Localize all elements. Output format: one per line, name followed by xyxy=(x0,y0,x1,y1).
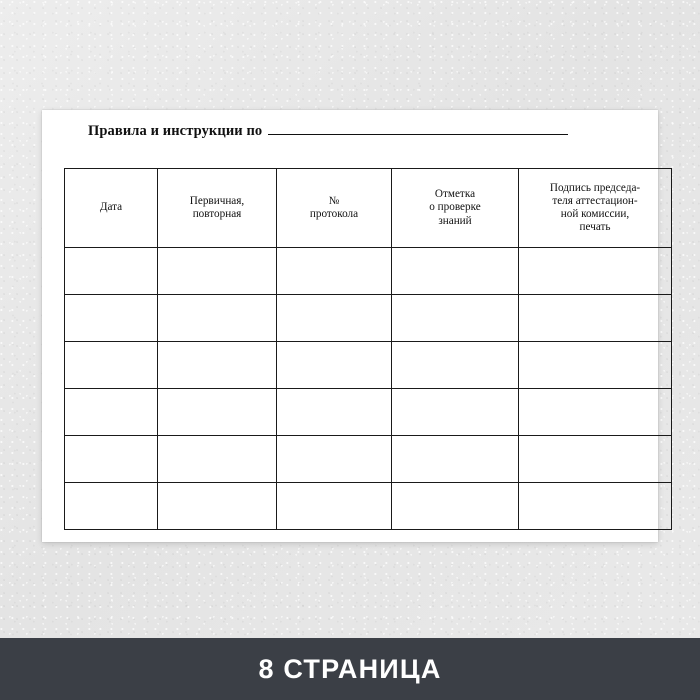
cell-type[interactable] xyxy=(158,342,277,389)
cell-chairman-signature[interactable] xyxy=(519,483,672,530)
column-header-protocol-number: № протокола xyxy=(277,169,392,248)
cell-protocol-number[interactable] xyxy=(277,483,392,530)
table-header-row xyxy=(65,169,672,248)
cell-type[interactable] xyxy=(158,248,277,295)
table-head xyxy=(65,169,672,248)
table-body xyxy=(65,248,672,530)
header-blank-line xyxy=(268,123,568,135)
cell-date[interactable] xyxy=(65,342,158,389)
cell-protocol-number[interactable] xyxy=(277,389,392,436)
table-row xyxy=(65,483,672,530)
cell-date[interactable] xyxy=(65,295,158,342)
table-row xyxy=(65,436,672,483)
page-caption: 8 СТРАНИЦА xyxy=(258,653,442,684)
cell-type[interactable] xyxy=(158,483,277,530)
cell-chairman-signature[interactable] xyxy=(519,342,672,389)
table-row xyxy=(65,295,672,342)
cell-knowledge-check-mark[interactable] xyxy=(392,295,519,342)
cell-chairman-signature[interactable] xyxy=(519,295,672,342)
cell-knowledge-check-mark[interactable] xyxy=(392,483,519,530)
column-header-type: Первичная, повторная xyxy=(158,169,277,248)
cell-date[interactable] xyxy=(65,248,158,295)
cell-type[interactable] xyxy=(158,389,277,436)
table-row xyxy=(65,342,672,389)
table-row xyxy=(65,389,672,436)
table-row xyxy=(65,248,672,295)
cell-date[interactable] xyxy=(65,483,158,530)
cell-chairman-signature[interactable] xyxy=(519,248,672,295)
cell-type[interactable] xyxy=(158,295,277,342)
cell-type[interactable] xyxy=(158,436,277,483)
column-header-knowledge-check-mark: Отметка о проверке знаний xyxy=(392,169,519,248)
cell-protocol-number[interactable] xyxy=(277,248,392,295)
cell-date[interactable] xyxy=(65,389,158,436)
column-header-date: Дата xyxy=(65,169,158,248)
cell-chairman-signature[interactable] xyxy=(519,436,672,483)
cell-knowledge-check-mark[interactable] xyxy=(392,248,519,295)
cell-date[interactable] xyxy=(65,436,158,483)
knowledge-check-table xyxy=(64,168,672,530)
header-title: Правила и инструкции по xyxy=(88,123,263,139)
cell-knowledge-check-mark[interactable] xyxy=(392,436,519,483)
document-page xyxy=(42,110,658,542)
cell-protocol-number[interactable] xyxy=(277,436,392,483)
footer-caption-band xyxy=(0,638,700,700)
column-header-chairman-signature: Подпись председа- теля аттестацион- ной комиссии, печать xyxy=(519,169,672,248)
cell-protocol-number[interactable] xyxy=(277,295,392,342)
cell-knowledge-check-mark[interactable] xyxy=(392,342,519,389)
document-header xyxy=(88,123,638,140)
cell-knowledge-check-mark[interactable] xyxy=(392,389,519,436)
cell-protocol-number[interactable] xyxy=(277,342,392,389)
cell-chairman-signature[interactable] xyxy=(519,389,672,436)
